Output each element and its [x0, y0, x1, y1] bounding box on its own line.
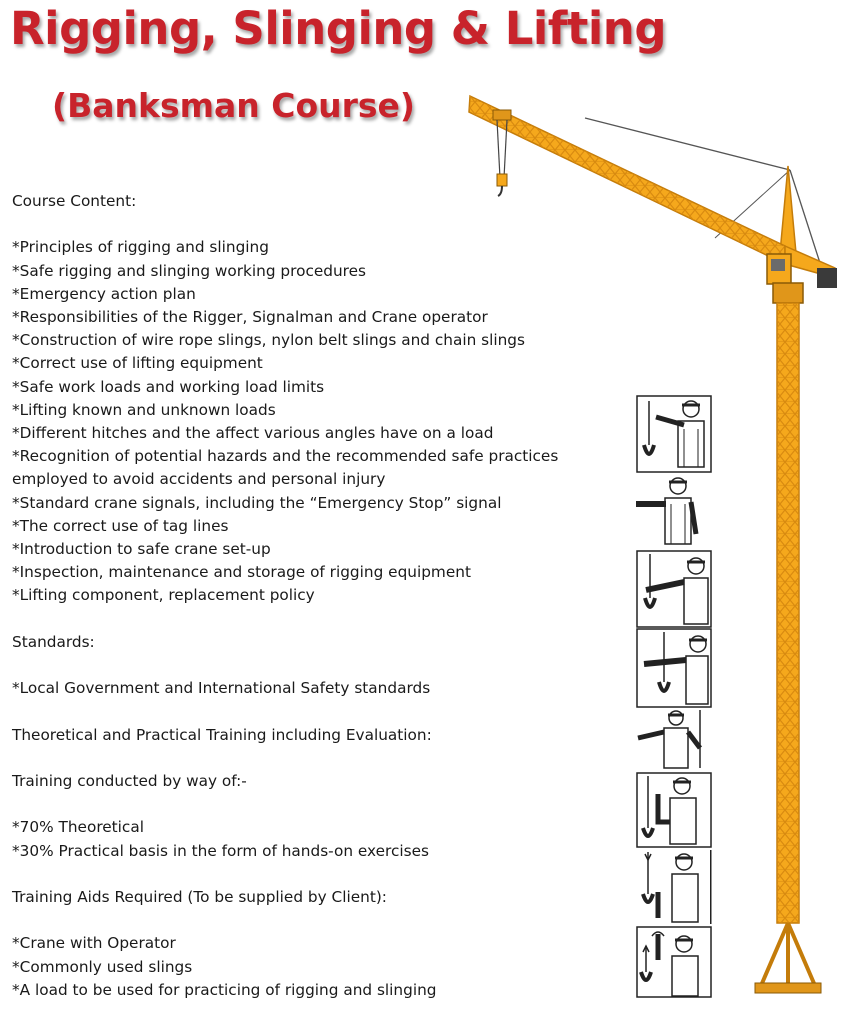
course-details [12, 190, 612, 1002]
training-heading: Theoretical and Practical Training including Evaluation: [12, 725, 432, 744]
lower-boom-signal-icon [636, 550, 712, 628]
training-aid-item: *Crane with Operator [12, 934, 176, 953]
content-item: *Emergency action plan [12, 284, 196, 303]
content-item: *Introduction to safe crane set-up [12, 540, 271, 559]
standards-item: *Local Government and International Safety standards [12, 679, 431, 698]
lower-signal-icon [636, 848, 712, 926]
content-item: *Lifting known and unknown loads [12, 400, 276, 419]
content-item: *Inspection, maintenance and storage of rigging equipment [12, 563, 471, 582]
content-item: *Responsibilities of the Rigger, Signalman and Crane operator [12, 308, 488, 326]
training-aids-heading: Training Aids Required (To be supplied by Client): [12, 887, 387, 906]
raise-boom-signal-icon [636, 628, 712, 708]
use-main-hoist-signal-icon [636, 772, 712, 848]
training-method-heading: Training conducted by way of:- [12, 772, 247, 790]
training-method-item: *30% Practical basis in the form of hands-on exercises [12, 841, 429, 860]
content-item: *Recognition of potential hazards and the recommended safe practices employed to avoid accidents and personal injury [12, 447, 559, 489]
content-item: *Principles of rigging and slinging [12, 238, 269, 257]
standards-heading: Standards: [12, 632, 95, 651]
training-method-item: *70% Theoretical [12, 818, 144, 837]
content-item: *Safe rigging and slinging working procedures [12, 261, 367, 280]
content-item: *Construction of wire rope slings, nylon belt slings and chain slings [12, 331, 525, 350]
content-item: *The correct use of tag lines [12, 516, 229, 535]
course-content-heading: Course Content: [12, 192, 137, 210]
page-title: Rigging, Slinging & Lifting [10, 2, 667, 55]
swing-signal-icon [632, 474, 708, 550]
content-item: *Safe work loads and working load limits [12, 377, 325, 396]
hoist-signal-icon [636, 395, 712, 473]
stop-signal-icon [636, 708, 712, 770]
raise-signal-icon [636, 926, 712, 998]
content-item: *Different hitches and the affect various angles have on a load [12, 424, 494, 443]
content-item: *Lifting component, replacement policy [12, 586, 315, 605]
content-item: *Standard crane signals, including the “Emergency Stop” signal [12, 493, 502, 512]
page-subtitle: (Banksman Course) [52, 86, 415, 125]
training-aid-item: *A load to be used for practicing of rigging and slinging [12, 980, 437, 999]
content-item: *Correct use of lifting equipment [12, 354, 263, 373]
training-aid-item: *Commonly used slings [12, 957, 193, 976]
